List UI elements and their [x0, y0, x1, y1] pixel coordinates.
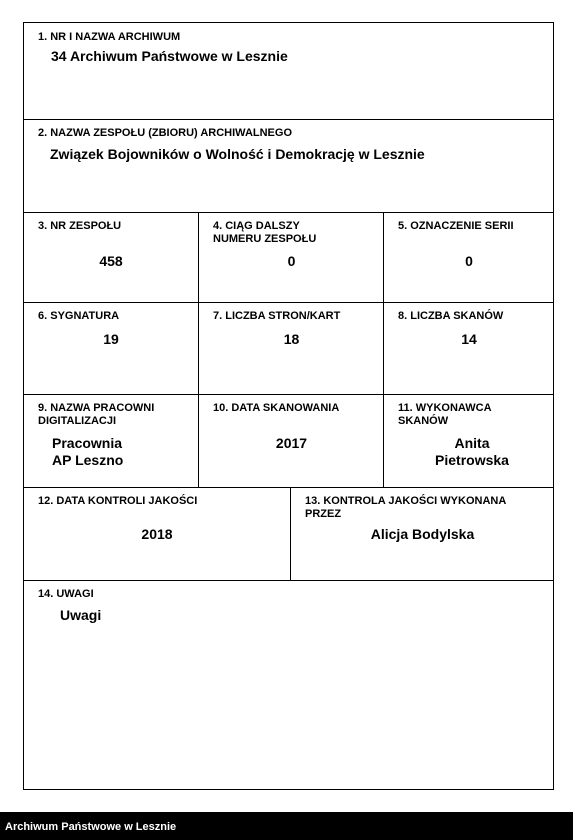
field-qc-date — [24, 487, 290, 580]
field-qc-date-label: 12. DATA KONTROLI JAKOŚCI — [38, 495, 198, 507]
field-page-count-label: 7. LICZBA STRON/KART — [213, 310, 341, 322]
field-digitization-lab-value-line1: Pracownia — [52, 435, 123, 451]
field-scan-count-value: 14 — [461, 331, 477, 347]
field-scan-operator — [383, 394, 553, 487]
field-remarks — [24, 580, 553, 789]
field-page-count — [198, 302, 383, 394]
field-series-label: 5. OZNACZENIE SERII — [398, 220, 514, 232]
field-fonds-number-label: 3. NR ZESPOŁU — [38, 220, 122, 232]
field-signature — [24, 302, 198, 394]
field-series — [383, 212, 553, 302]
field-fonds-number-value: 458 — [99, 253, 123, 269]
field-fonds-continuation-value: 0 — [287, 253, 296, 269]
field-archive-value: 34 Archiwum Państwowe w Lesznie — [51, 48, 288, 64]
field-qc-by-label: 13. KONTROLA JAKOŚCI WYKONANA PRZEZ — [305, 495, 506, 520]
field-digitization-lab-value-line2: AP Leszno — [52, 452, 124, 468]
field-archive-label: 1. NR I NAZWA ARCHIWUM — [38, 31, 181, 43]
field-remarks-label: 14. UWAGI — [38, 588, 94, 600]
field-scan-date-label: 10. DATA SKANOWANIA — [213, 402, 340, 414]
field-fonds-continuation — [198, 212, 383, 302]
field-fonds-name-value: Związek Bojowników o Wolność i Demokrację w Lesznie — [50, 146, 425, 162]
field-fonds-name-label: 2. NAZWA ZESPOŁU (ZBIORU) ARCHIWALNEGO — [38, 127, 293, 139]
field-archive — [24, 23, 553, 119]
field-scan-operator-label: 11. WYKONAWCA SKANÓW — [398, 402, 492, 427]
field-remarks-value: Uwagi — [60, 607, 102, 623]
field-scan-operator-value-line2: Pietrowska — [435, 452, 509, 468]
field-digitization-lab — [24, 394, 198, 487]
field-fonds-number — [24, 212, 198, 302]
footer-archive-name: Archiwum Państwowe w Lesznie — [5, 821, 177, 833]
field-series-value: 0 — [465, 253, 473, 269]
metadata-form — [23, 22, 554, 790]
field-fonds-continuation-label: 4. CIĄG DALSZY NUMERU ZESPOŁU — [213, 220, 317, 245]
field-signature-value: 19 — [103, 331, 119, 347]
field-page-count-value: 18 — [283, 331, 300, 347]
field-digitization-lab-label: 9. NAZWA PRACOWNI DIGITALIZACJI — [38, 402, 155, 427]
field-qc-by-value: Alicja Bodylska — [370, 526, 475, 542]
field-qc-date-value: 2018 — [141, 526, 173, 542]
field-scan-operator-value-line1: Anita — [454, 435, 490, 451]
field-qc-by — [290, 487, 553, 580]
field-scan-date — [198, 394, 383, 487]
field-scan-count-label: 8. LICZBA SKANÓW — [398, 310, 504, 322]
footer-bar — [0, 812, 573, 840]
field-fonds-name — [24, 119, 553, 212]
field-scan-count — [383, 302, 553, 394]
field-scan-date-value: 2017 — [275, 435, 308, 451]
field-signature-label: 6. SYGNATURA — [38, 310, 120, 322]
